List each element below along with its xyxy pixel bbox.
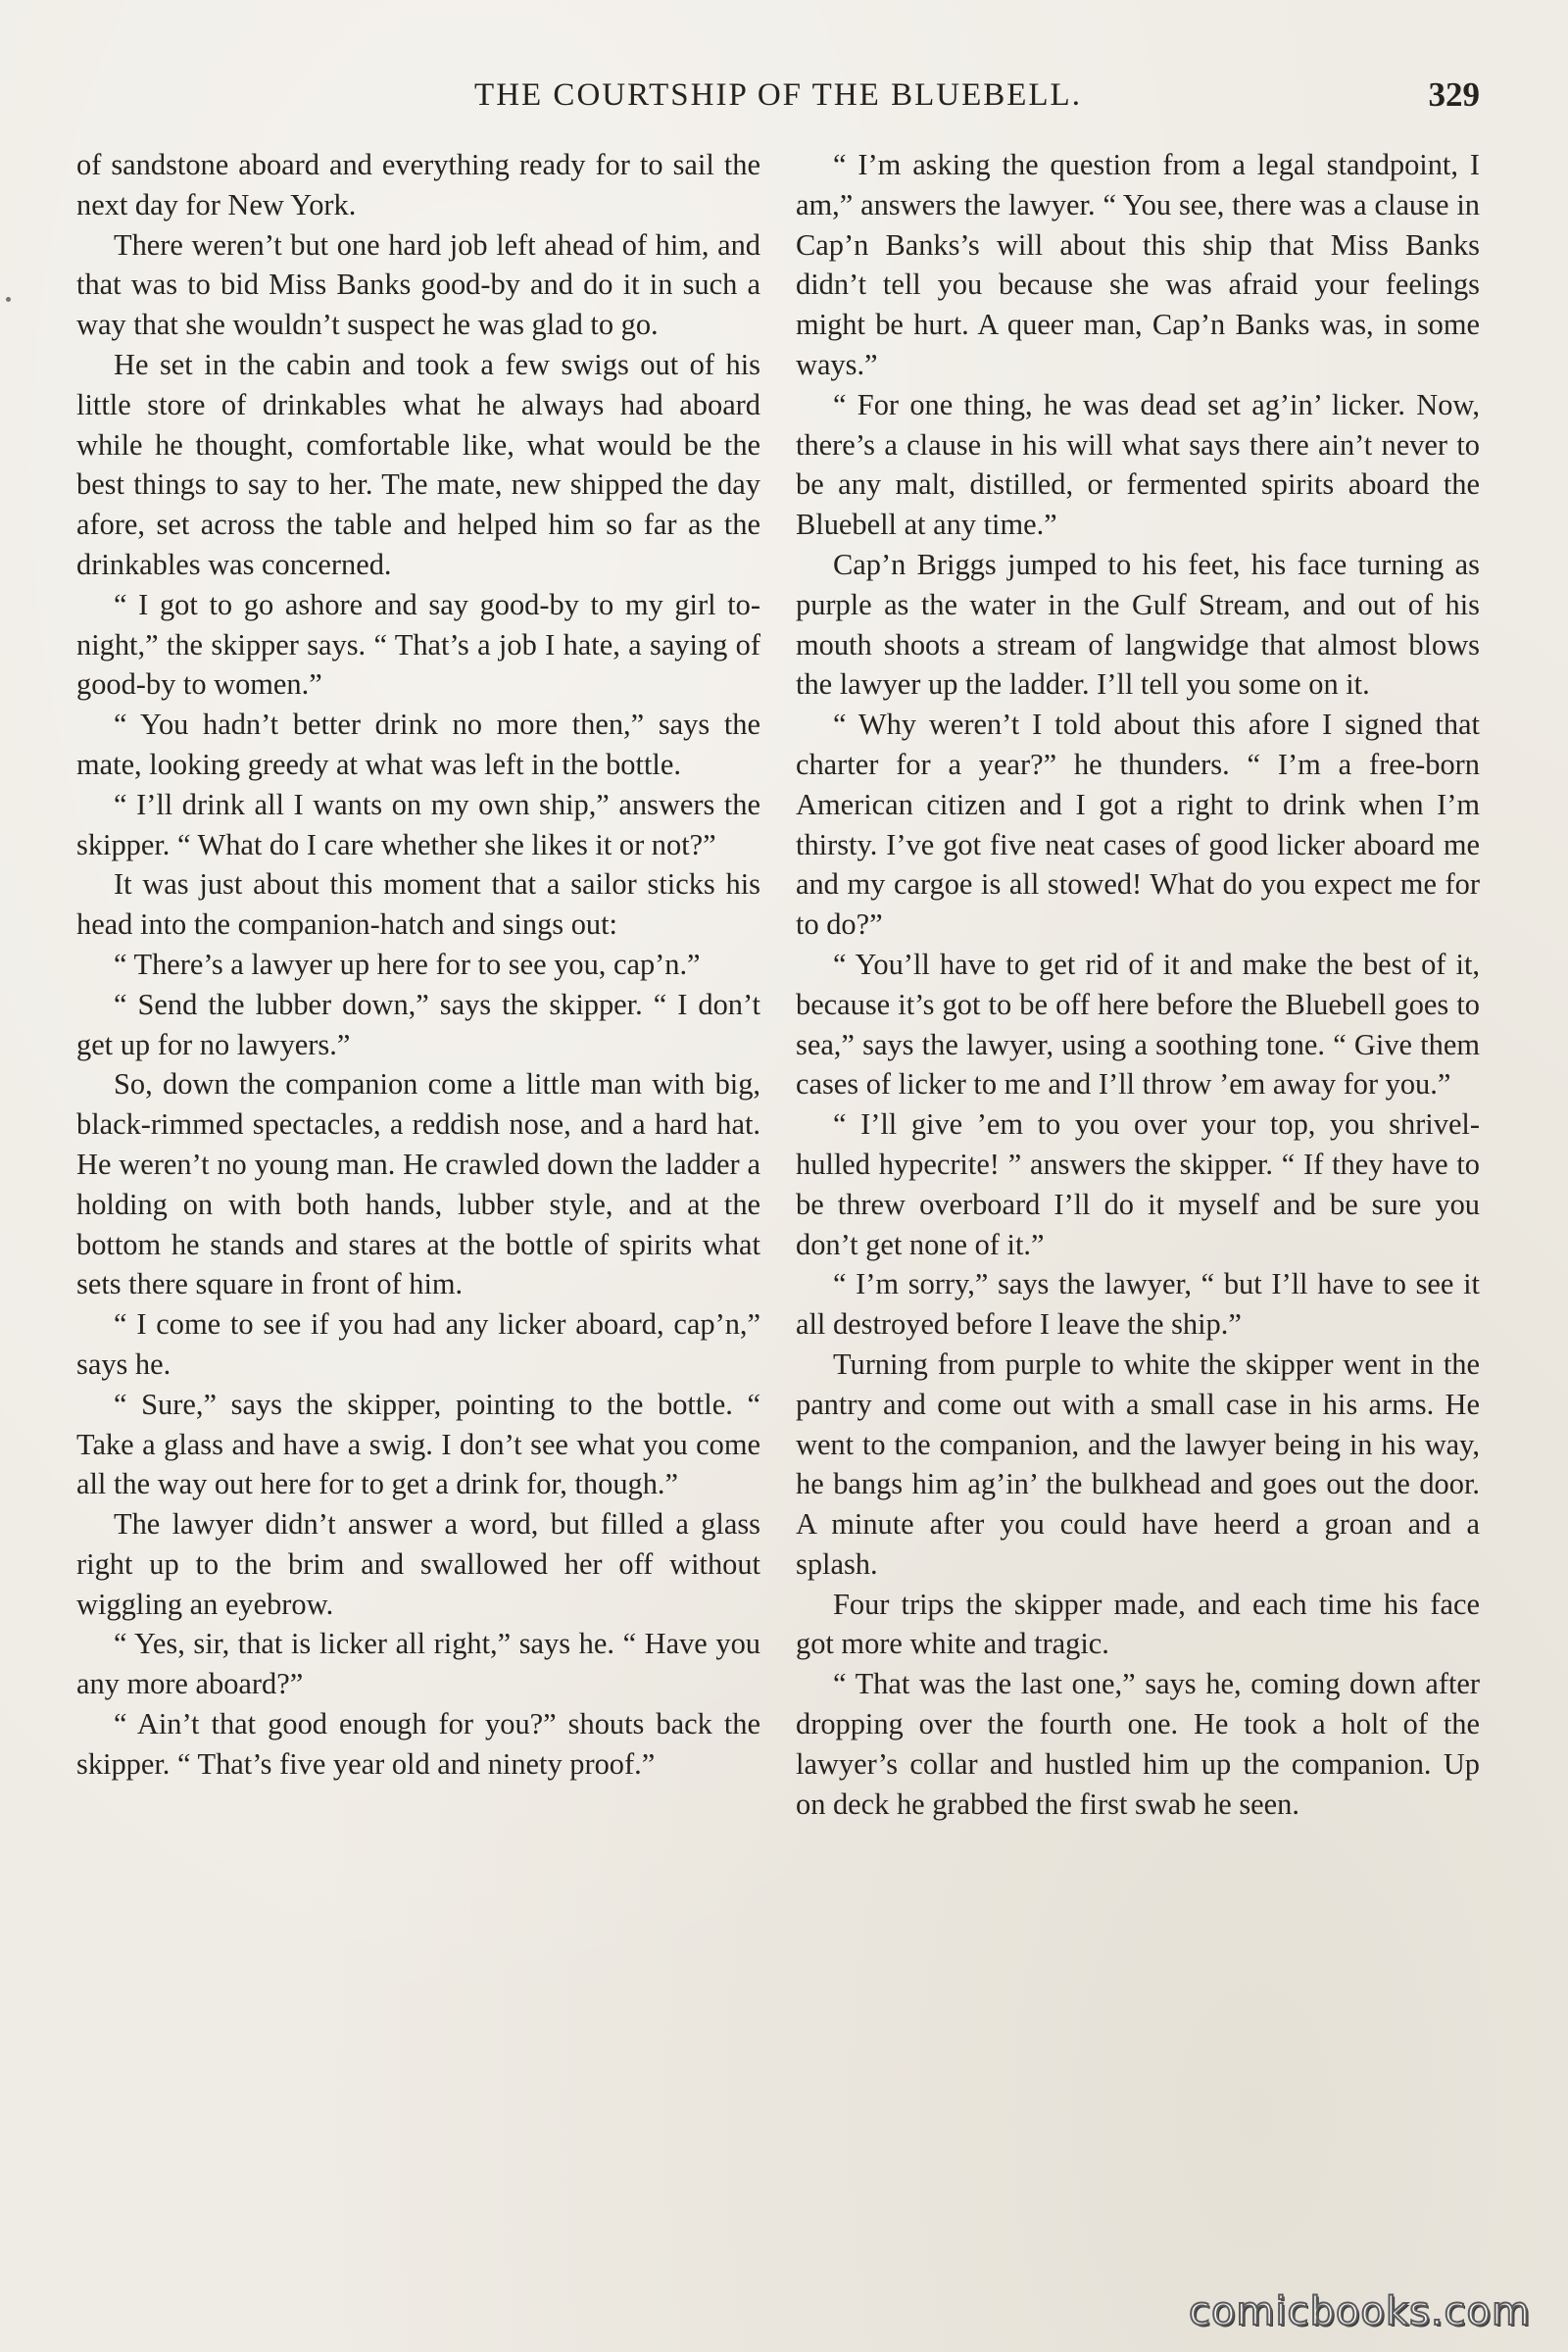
paragraph: “ I’ll give ’em to you over your top, you shrivel-hulled hypecrite! ” answers the skipper. “ If they have to be threw overboard I’ll do it myself and be sure you don’t get none of it.”: [796, 1107, 1480, 1261]
paragraph: “ I’m asking the question from a legal standpoint, I am,” answers the lawyer. “ You see, there was a clause in Cap’n Banks’s will about this ship that Miss Banks didn’t tell you because she was afraid your feelings might be hurt. A queer man, Cap’n Banks was, in some ways.”: [796, 148, 1480, 381]
paragraph: “ You hadn’t better drink no more then,” says the mate, looking greedy at what was left in the bottle.: [76, 708, 760, 781]
paragraph: “ Why weren’t I told about this afore I signed that charter for a year?” he thunders. “ I’m a free-born American citizen and I got a right to drink when I’m thirsty. I’ve got five neat cases of good licker aboard me and my cargoe is all stowed! What do you expect me for to do?”: [796, 708, 1480, 942]
paragraph: “ For one thing, he was dead set ag’in’ licker. Now, there’s a clause in his will what says there ain’t never to be any malt, distilled, or fermented spirits aboard the Bluebell at any time.”: [796, 387, 1480, 542]
paragraph: Turning from purple to white the skipper went in the pantry and come out with a small case in his arms. He went to the companion, and the lawyer being in his way, he bangs him ag’in’ the bulkhead and goes out the door. A minute after you could have heerd a groan and a splash.: [796, 1347, 1480, 1581]
right-column: [796, 145, 1480, 1824]
page-number: 329: [1428, 75, 1480, 114]
left-column: [76, 145, 760, 1785]
paragraph: Cap’n Briggs jumped to his feet, his face turning as purple as the water in the Gulf Stream, and out of his mouth shoots a stream of langwidge that almost blows the lawyer up the ladder. I’ll tell you some on it.: [796, 547, 1480, 702]
paragraph: of sandstone aboard and everything ready for to sail the next day for New York.: [76, 148, 760, 221]
paragraph: So, down the companion come a little man with big, black-rimmed spectacles, a reddish nose, and a hard hat. He weren’t no young man. He crawled down the ladder a holding on with both hands, lubber style, and at the bottom he stands and stares at the bottle of spirits what sets there square in front of him.: [76, 1067, 760, 1301]
paragraph: “ I got to go ashore and say good-by to my girl to-night,” the skipper says. “ That’s a job I hate, a saying of good-by to women.”: [76, 587, 760, 702]
paragraph: “ I come to see if you had any licker aboard, cap’n,” says he.: [76, 1307, 760, 1381]
running-title: THE COURTSHIP OF THE BLUEBELL.: [474, 77, 1082, 113]
paragraph: There weren’t but one hard job left ahead of him, and that was to bid Miss Banks good-by and do it in such a way that she wouldn’t suspect he was glad to go.: [76, 227, 760, 342]
paragraph: “ Send the lubber down,” says the skipper. “ I don’t get up for no lawyers.”: [76, 987, 760, 1061]
paragraph: “ You’ll have to get rid of it and make the best of it, because it’s got to be off here before the Bluebell goes to sea,” says the lawyer, using a soothing tone. “ Give them cases of licker to me and I’ll throw ’em away for you.”: [796, 947, 1480, 1102]
paragraph: “ I’ll drink all I wants on my own ship,” answers the skipper. “ What do I care whether she likes it or not?”: [76, 787, 760, 861]
paragraph: “ Ain’t that good enough for you?” shouts back the skipper. “ That’s five year old and ninety proof.”: [76, 1707, 760, 1781]
paragraph: The lawyer didn’t answer a word, but filled a glass right up to the brim and swallowed her off without wiggling an eyebrow.: [76, 1507, 760, 1621]
paragraph: “ I’m sorry,” says the lawyer, “ but I’ll have to see it all destroyed before I leave the ship.”: [796, 1267, 1480, 1342]
paragraph: “ There’s a lawyer up here for to see you, cap’n.”: [114, 947, 701, 981]
margin-speck: [6, 297, 11, 302]
paragraph: He set in the cabin and took a few swigs out of his little store of drinkables what he always had aboard while he thought, comfortable like, what would be the best things to say to her. The mate, new shipped the day afore, set across the table and helped him so far as the drinkables was concerned.: [76, 347, 760, 581]
running-header: [76, 71, 1480, 120]
watermark-logo: comicbooks.com: [1188, 2289, 1531, 2334]
paragraph: Four trips the skipper made, and each time his face got more white and tragic.: [796, 1587, 1480, 1661]
paragraph: “ Yes, sir, that is licker all right,” says he. “ Have you any more aboard?”: [76, 1627, 760, 1701]
paragraph: “ That was the last one,” says he, coming down after dropping over the fourth one. He took a holt of the lawyer’s collar and hustled him up the companion. Up on deck he grabbed the first swab he seen.: [796, 1667, 1480, 1821]
paragraph: “ Sure,” says the skipper, pointing to the bottle. “ Take a glass and have a swig. I don’t see what you come all the way out here for to get a drink for, though.”: [76, 1387, 760, 1501]
paragraph: It was just about this moment that a sailor sticks his head into the companion-hatch and sings out:: [76, 867, 760, 942]
